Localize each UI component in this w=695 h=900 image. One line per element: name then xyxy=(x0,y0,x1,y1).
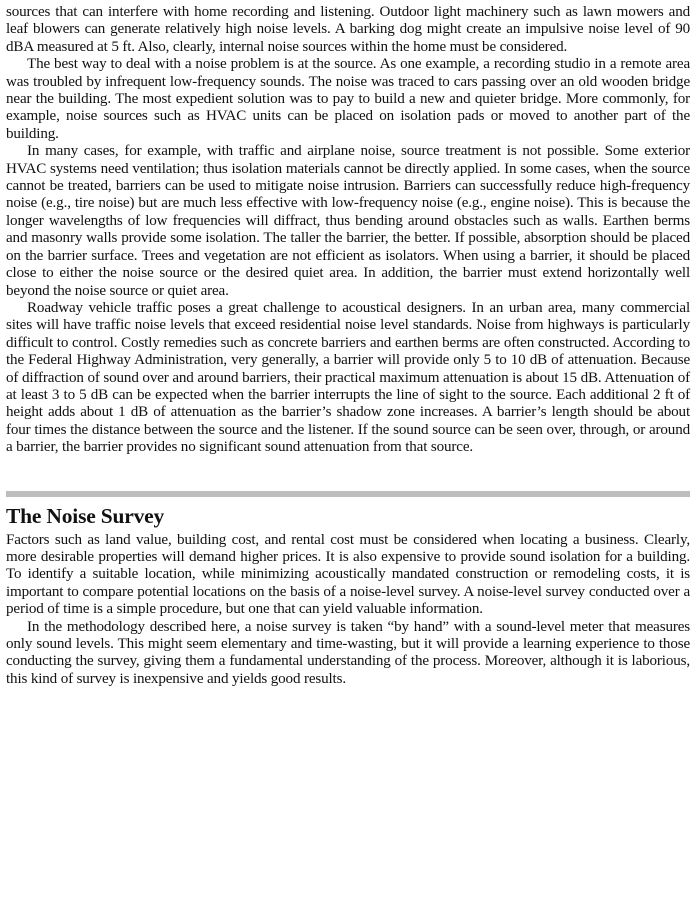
section-divider xyxy=(6,491,690,497)
paragraph-barriers: In many cases, for example, with traffic and airplane noise, source treatment is not possible. Some exterior HVAC systems need ventilation; thus isolation materials cannot be directly applied. In some cases, when the source cannot be treated, barriers can be used to mitigate noise intrusion. Barriers can successfully reduce high-frequency noise (e.g., tire noise) but are much less effective with low-frequency noise (e.g., engine noise). This is because the longer wavelengths of low frequencies will diffract, thus bending around obstacles such as walls. Earthen berms and masonry walls provide some isolation. The taller the barrier, the better. If possible, absorption should be placed on the barrier surface. Trees and vegetation are not efficient as isolators. When using a barrier, it should be placed close to either the noise source or the desired quiet area. In addition, the barrier must extend horizontally well beyond the noise source or quiet area. xyxy=(6,143,690,299)
paragraph-roadway-traffic: Roadway vehicle traffic poses a great challenge to acoustical designers. In an urban area, many commercial sites will have traffic noise levels that exceed residential noise level standards. Noise from highways is particularly difficult to control. Costly remedies such as concrete barriers and earthen berms are often constructed. According to the Federal Highway Administration, very generally, a barrier will provide only 5 to 10 dB of attenuation. Because of diffraction of sound over and around barriers, their practical maximum attenuation is about 15 dB. Attenuation of at least 3 to 5 dB can be expected when the barrier interrupts the line of sight to the source. Each additional 2 ft of height adds about 1 dB of attenuation as the barrier’s shadow zone increases. A barrier’s length should be about four times the distance between the source and the listener. If the sound source can be seen over, through, or around a barrier, the barrier provides no significant sound attenuation from that source. xyxy=(6,299,690,456)
document-page xyxy=(6,4,690,688)
paragraph-noise-sources-continued: sources that can interfere with home recording and listening. Outdoor light machinery such as lawn mowers and leaf blowers can generate relatively high noise levels. A barking dog might create an impulsive noise level of 90 dBA measured at 5 ft. Also, clearly, internal noise sources within the home must be considered. xyxy=(6,4,690,55)
paragraph-survey-methodology: In the methodology described here, a noise survey is taken “by hand” with a sound-level meter that measures only sound levels. This might seem elementary and time-wasting, but it will provide a learning experience to those conducting the survey, giving them a fundamental understanding of the process. Moreover, although it is laborious, this kind of survey is inexpensive and yields good results. xyxy=(6,618,690,687)
paragraph-source-treatment: The best way to deal with a noise problem is at the source. As one example, a recording studio in a remote area was troubled by infrequent low-frequency sounds. The noise was traced to cars passing over an old wooden bridge near the building. The most expedient solution was to pay to build a new and quieter bridge. More commonly, for example, noise sources such as HVAC units can be placed on isolation pads or moved to another part of the building. xyxy=(6,56,690,142)
paragraph-survey-factors: Factors such as land value, building cost, and rental cost must be considered when locating a business. Clearly, more desirable properties will demand higher prices. It is also expensive to provide sound isolation for a building. To identify a suitable location, while minimizing acoustically mandated construction or remodeling costs, it is important to compare potential locations on the basis of a noise-level survey. A noise-level survey conducted over a period of time is a simple procedure, but one that can yield valuable information. xyxy=(6,531,690,618)
section-title: The Noise Survey xyxy=(6,503,165,528)
